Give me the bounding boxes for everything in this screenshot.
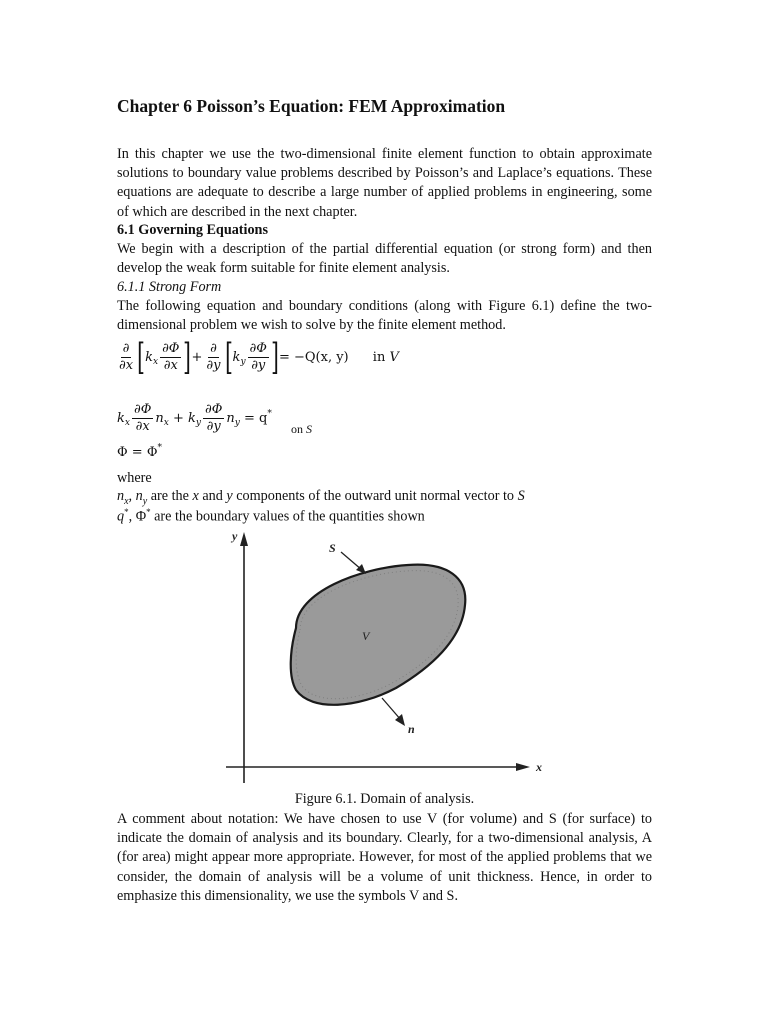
essential-bc-text: Φ = Φ [117,445,158,460]
x-axis-label: x [536,760,542,774]
strong-form-paragraph: The following equation and boundary conditions (along with Figure 6.1) define the two-dimensional problem we wish to solve by the finite element method. [117,298,652,334]
flux-domain-prefix: on [291,422,303,436]
where-boundary-line: q*, Φ* are the boundary values of the quantities shown [117,507,425,525]
normal-vector-line [382,698,401,720]
domain-prefix: in [372,350,386,365]
boundary-label: S [329,541,336,555]
where-normal-line: $n_x$, $n_y$ are the x and y components of the outward unit normal vector to S [117,488,525,507]
flux-boundary-condition: $k_x$ $\frac{\partial\Phi}{\partial x}$ $n_x + k_y$ $\frac{\partial\Phi}{\partial y}$ $n_y = q^*$ [117,402,272,434]
essential-boundary-condition: Φ = Φ* [117,443,162,460]
governing-equation: $\frac{\partial}{\partial x}$ [$k_x$ $\frac{\partial\Phi}{\partial x}$ ]+ $\frac{\partial}{\partial y}$ [$k_y$ $\frac{\partial\Phi}{\partial y}$ ]= −Q(x, y) in V [119,336,399,378]
where-label: where [117,470,152,486]
domain-region [291,565,466,705]
section-paragraph: We begin with a description of the partial differential equation (or strong form) and then develop the weak form suitable for finite element analysis. [117,241,652,277]
partial-x-fraction: $\frac{\partial}{\partial x}$ [119,341,134,373]
section-heading: 6.1 Governing Equations [117,222,268,238]
volume-label: V [362,629,370,643]
x-axis-arrow-icon [516,763,530,771]
partial-y-fraction: $\frac{\partial}{\partial y}$ [206,341,221,373]
flux-domain-var: S [306,422,312,436]
normal-label: n [408,722,415,736]
y-axis-arrow-icon [240,532,248,546]
y-axis-label: y [232,529,238,543]
normal-arrow-icon [395,714,405,726]
subsection-heading: 6.1.1 Strong Form [117,279,222,295]
domain-var: V [389,350,399,365]
equation-rhs: = −Q(x, y) [278,350,349,365]
flux-rhs: = q [243,411,268,426]
notation-paragraph: A comment about notation: We have chosen to use V (for volume) and S (for surface) to indicate the domain of analysis and its boundary. Clearly, for a two-dimensional analysis, A (for area) might appear more appropriate. However, for most of the applied problems that we consider, the domain of analysis will be a volume of unit thickness. Hence, in order to emphasize this dimensionality, we use the symbols V and S. [117,811,652,904]
figure-caption: Figure 6.1. Domain of analysis. [294,791,475,807]
intro-paragraph: In this chapter we use the two-dimensional finite element function to obtain approximate solutions to boundary value problems described by Poisson’s and Laplace’s equations. These equations are adequate to describe a large number of applied problems in engineering, some of which are described in the next chapter. [117,146,652,220]
chapter-title: Chapter 6 Poisson’s Equation: FEM Approximation [117,96,506,116]
